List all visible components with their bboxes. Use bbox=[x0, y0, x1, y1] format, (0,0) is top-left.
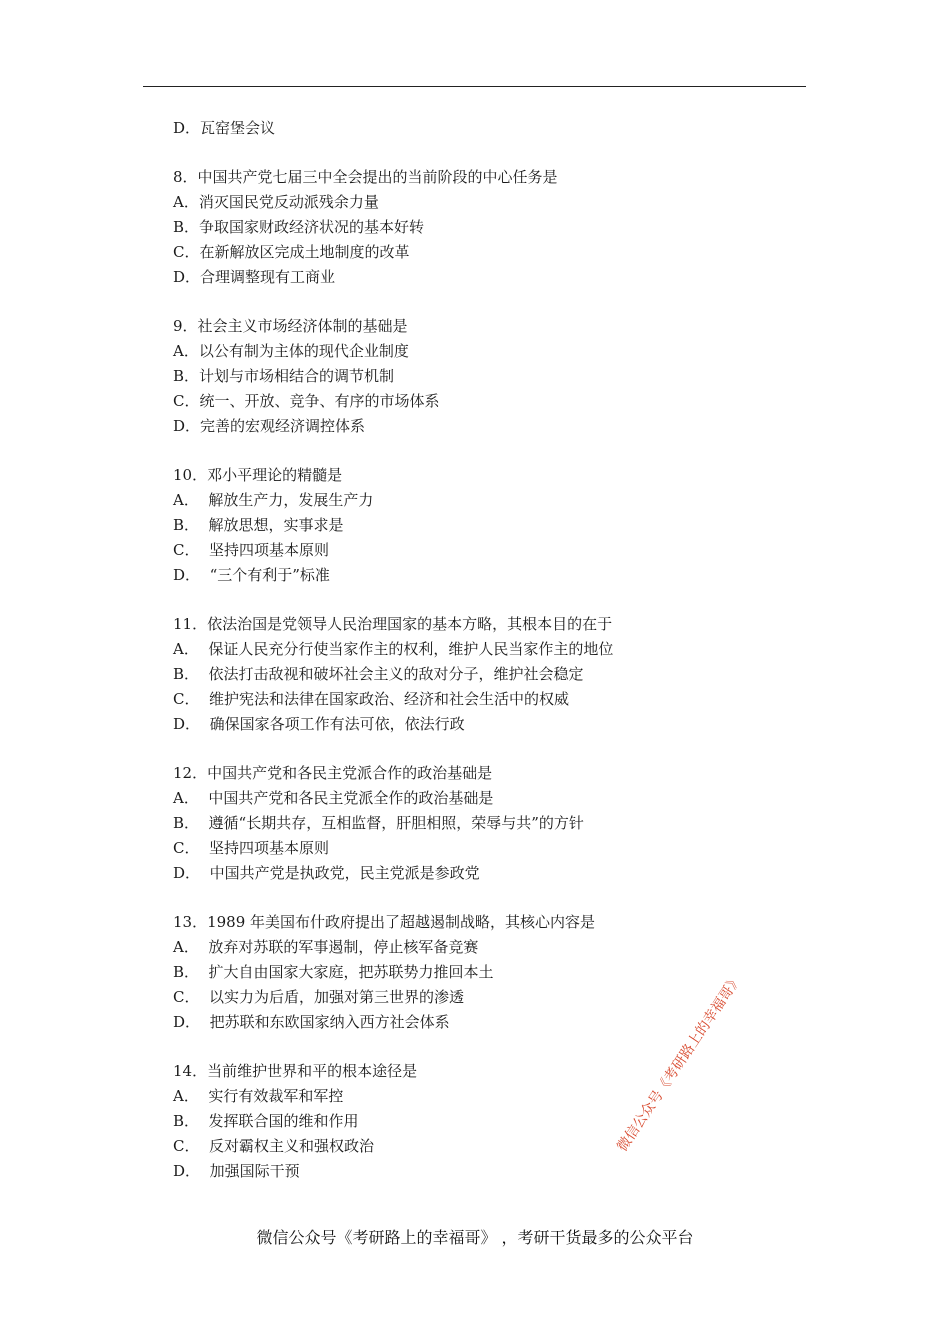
paragraph-gap bbox=[173, 439, 803, 463]
answer-option: C． 以实力为后盾，加强对第三世界的渗透 bbox=[173, 988, 465, 1006]
paragraph-gap bbox=[173, 737, 803, 761]
answer-option: B．计划与市场相结合的调节机制 bbox=[173, 367, 395, 385]
answer-option: A． 解放生产力，发展生产力 bbox=[173, 491, 374, 509]
paragraph-gap bbox=[173, 886, 803, 910]
document-line: 9．社会主义市场经济体制的基础是 bbox=[173, 317, 408, 335]
document-line: 11．依法治国是党领导人民治理国家的基本方略，其根本目的在于 bbox=[173, 615, 613, 633]
answer-option: C．在新解放区完成土地制度的改革 bbox=[173, 243, 410, 261]
answer-option: D． “三个有利于”标准 bbox=[173, 566, 330, 584]
answer-option: D． 加强国际干预 bbox=[173, 1162, 300, 1180]
answer-option: A． 放弃对苏联的军事遏制，停止核军备竞赛 bbox=[173, 938, 479, 956]
answer-option: D．瓦窑堡会议 bbox=[173, 119, 276, 137]
answer-option: A． 保证人民充分行使当家作主的权利，维护人民当家作主的地位 bbox=[173, 640, 614, 658]
answer-option: B． 发挥联合国的维和作用 bbox=[173, 1112, 359, 1130]
answer-option: D． 中国共产党是执政党，民主党派是参政党 bbox=[173, 864, 480, 882]
answer-option: C． 坚持四项基本原则 bbox=[173, 541, 330, 559]
page-footer: 微信公众号《考研路上的幸福哥》 ，考研干货最多的公众平台 bbox=[256, 1228, 694, 1247]
answer-option: D．合理调整现有工商业 bbox=[173, 268, 336, 286]
answer-option: A．以公有制为主体的现代企业制度 bbox=[173, 342, 409, 360]
answer-option: C．统一、开放、竞争、有序的市场体系 bbox=[173, 392, 440, 410]
answer-option: C． 反对霸权主义和强权政治 bbox=[173, 1137, 375, 1155]
document-line: 12．中国共产党和各民主党派合作的政治基础是 bbox=[173, 764, 493, 782]
watermark-stamp: 微信公众号《考研路上的幸福哥》 bbox=[614, 971, 746, 1155]
answer-option: B． 依法打击敌视和破坏社会主义的敌对分子，维护社会稳定 bbox=[173, 665, 584, 683]
document-line: 10．邓小平理论的精髓是 bbox=[173, 466, 343, 484]
answer-option: B． 扩大自由国家大家庭，把苏联势力推回本土 bbox=[173, 963, 494, 981]
answer-option: A． 实行有效裁军和军控 bbox=[173, 1087, 344, 1105]
paragraph-gap bbox=[173, 141, 803, 165]
header-rule bbox=[143, 86, 806, 87]
answer-option: A．消灭国民党反动派残余力量 bbox=[173, 193, 379, 211]
answer-option: B．争取国家财政经济状况的基本好转 bbox=[173, 218, 425, 236]
document-line: 8．中国共产党七届三中全会提出的当前阶段的中心任务是 bbox=[173, 168, 558, 186]
answer-option: A． 中国共产党和各民主党派全作的政治基础是 bbox=[173, 789, 494, 807]
answer-option: C． 维护宪法和法律在国家政治、经济和社会生活中的权威 bbox=[173, 690, 570, 708]
document-line: 13．1989 年美国布什政府提出了超越遏制战略，其核心内容是 bbox=[173, 913, 596, 931]
answer-option: B． 解放思想，实事求是 bbox=[173, 516, 344, 534]
answer-option: C． 坚持四项基本原则 bbox=[173, 839, 330, 857]
document-line: 14．当前维护世界和平的根本途径是 bbox=[173, 1062, 418, 1080]
answer-option: B． 遵循“长期共存，互相监督，肝胆相照，荣辱与共”的方针 bbox=[173, 814, 584, 832]
paragraph-gap bbox=[173, 588, 803, 612]
answer-option: D． 把苏联和东欧国家纳入西方社会体系 bbox=[173, 1013, 450, 1031]
answer-option: D． 确保国家各项工作有法可依，依法行政 bbox=[173, 715, 465, 733]
paragraph-gap bbox=[173, 290, 803, 314]
paragraph-gap bbox=[173, 1035, 803, 1059]
answer-option: D．完善的宏观经济调控体系 bbox=[173, 417, 366, 435]
